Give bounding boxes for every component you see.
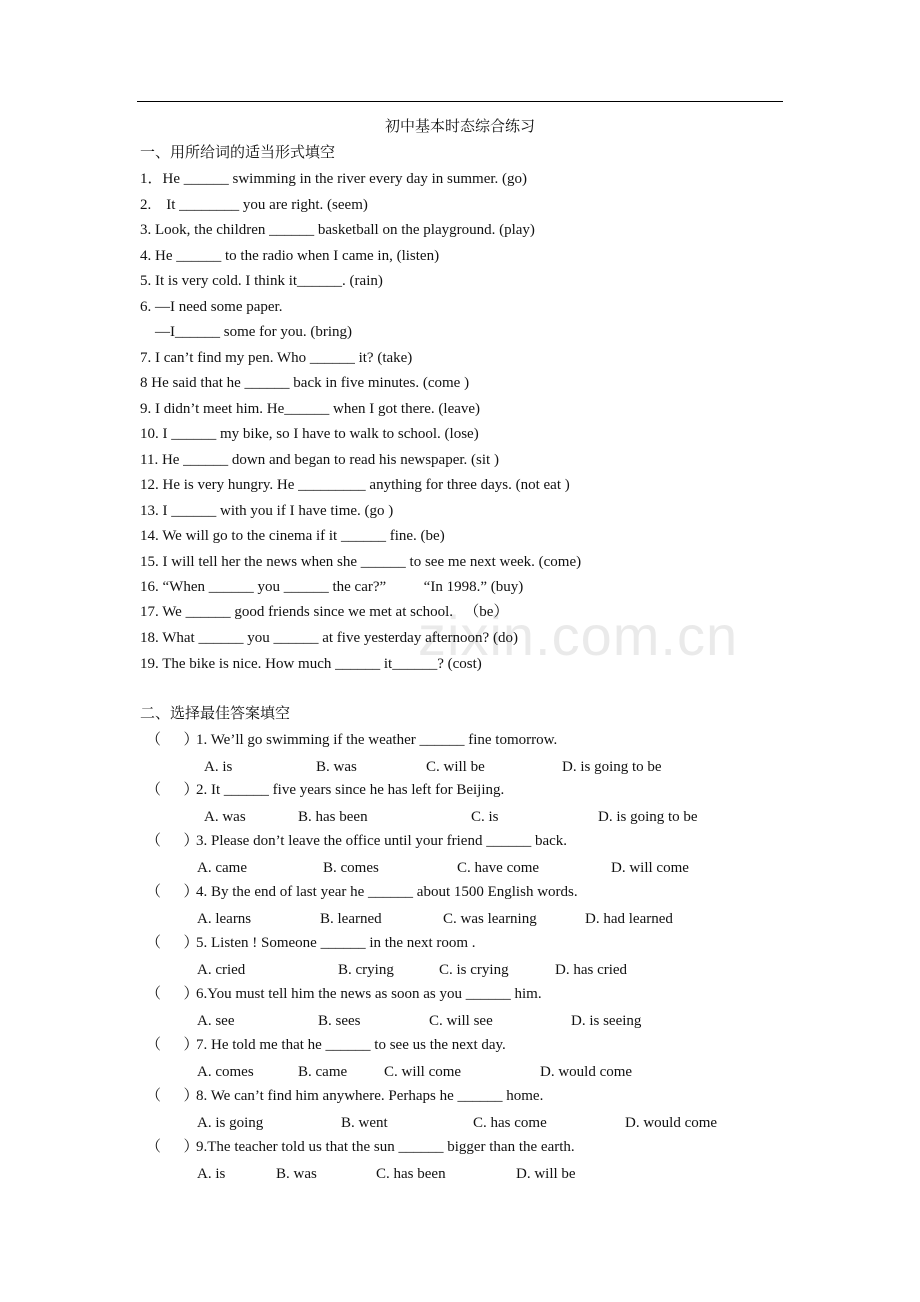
q5-option-a: A. cried: [197, 962, 246, 978]
fill-item-9: 9. I didn’t meet him. He______ when I got there. (leave): [140, 401, 481, 417]
question-1: 1. We’ll go swimming if the weather ______ fine tomorrow.: [196, 732, 558, 748]
watermark: zixin.com.cn: [418, 604, 739, 667]
fill-item-4: 4. He ______ to the radio when I came in, (listen): [140, 248, 440, 264]
header-rule: [137, 101, 783, 102]
page-title: 初中基本时态综合练习: [384, 119, 535, 135]
q5-option-c: C. is crying: [439, 962, 509, 978]
fill-item-11: 11. He ______ down and began to read his newspaper. (sit ): [140, 452, 499, 468]
q2-option-b: B. has been: [298, 809, 368, 825]
q9-option-b: B. was: [276, 1166, 317, 1182]
fill-item-17: 17. We ______ good friends since we met at school. （be）: [140, 604, 509, 620]
fill-item-2: 2. It ________ you are right. (seem): [140, 197, 368, 213]
q6-option-c: C. will see: [429, 1013, 493, 1029]
fill-item-8: 8 He said that he ______ back in five minutes. (come ): [140, 375, 470, 391]
answer-blank: （ ）: [146, 986, 199, 1002]
q4-option-b: B. learned: [320, 911, 382, 927]
answer-blank: （ ）: [146, 782, 199, 798]
q5-option-d: D. has cried: [555, 962, 628, 978]
fill-item-14: 14. We will go to the cinema if it ______ fine. (be): [140, 528, 445, 544]
q2-option-c: C. is: [471, 809, 499, 825]
q6-option-d: D. is seeing: [571, 1013, 642, 1029]
answer-blank: （ ）: [146, 732, 199, 748]
answer-blank: （ ）: [146, 833, 199, 849]
question-3: 3. Please don’t leave the office until your friend ______ back.: [196, 833, 568, 849]
question-4: 4. By the end of last year he ______ about 1500 English words.: [196, 884, 578, 900]
q4-option-a: A. learns: [197, 911, 252, 927]
question-6: 6.You must tell him the news as soon as you ______ him.: [196, 986, 542, 1002]
fill-item-10: 10. I ______ my bike, so I have to walk to school. (lose): [140, 426, 479, 442]
q9-option-a: A. is: [197, 1166, 226, 1182]
q9-option-d: D. will be: [516, 1166, 576, 1182]
fill-item-18: 18. What ______ you ______ at five yesterday afternoon? (do): [140, 630, 518, 646]
q3-option-d: D. will come: [611, 860, 689, 876]
q8-option-c: C. has come: [473, 1115, 547, 1131]
q1-option-c: C. will be: [426, 759, 485, 775]
q9-option-c: C. has been: [376, 1166, 446, 1182]
fill-item-1: 1．He ______ swimming in the river every day in summer. (go): [140, 171, 528, 187]
q5-option-b: B. crying: [338, 962, 394, 978]
fill-item-3: 3. Look, the children ______ basketball on the playground. (play): [140, 222, 535, 238]
answer-blank: （ ）: [146, 935, 199, 951]
q8-option-a: A. is going: [197, 1115, 264, 1131]
q4-option-c: C. was learning: [443, 911, 537, 927]
q8-option-d: D. would come: [625, 1115, 718, 1131]
fill-item-5: 5. It is very cold. I think it______. (rain): [140, 273, 383, 289]
q7-option-d: D. would come: [540, 1064, 633, 1080]
q1-option-b: B. was: [316, 759, 357, 775]
fill-item-6: 6. —I need some paper.: [140, 299, 283, 315]
section1-heading: 一、用所给词的适当形式填空: [140, 145, 336, 161]
answer-blank: （ ）: [146, 1037, 199, 1053]
question-7: 7. He told me that he ______ to see us the next day.: [196, 1037, 506, 1053]
q7-option-c: C. will come: [384, 1064, 462, 1080]
q3-option-c: C. have come: [457, 860, 540, 876]
q7-option-a: A. comes: [197, 1064, 254, 1080]
fill-item-13: 13. I ______ with you if I have time. (go ): [140, 503, 394, 519]
q1-option-d: D. is going to be: [562, 759, 662, 775]
q3-option-a: A. came: [197, 860, 247, 876]
q7-option-b: B. came: [298, 1064, 348, 1080]
q1-option-a: A. is: [204, 759, 233, 775]
q6-option-b: B. sees: [318, 1013, 361, 1029]
q3-option-b: B. comes: [323, 860, 379, 876]
answer-blank: （ ）: [146, 1139, 199, 1155]
answer-blank: （ ）: [146, 1088, 199, 1104]
q4-option-d: D. had learned: [585, 911, 673, 927]
question-8: 8. We can’t find him anywhere. Perhaps he ______ home.: [196, 1088, 544, 1104]
section2-heading: 二、选择最佳答案填空: [140, 706, 291, 722]
question-2: 2. It ______ five years since he has left for Beijing.: [196, 782, 505, 798]
fill-item-12: 12. He is very hungry. He _________ anything for three days. (not eat ): [140, 477, 570, 493]
q2-option-a: A. was: [204, 809, 246, 825]
fill-item-15: 15. I will tell her the news when she ______ to see me next week. (come): [140, 554, 582, 570]
question-9: 9.The teacher told us that the sun ______ bigger than the earth.: [196, 1139, 575, 1155]
q6-option-a: A. see: [197, 1013, 235, 1029]
q2-option-d: D. is going to be: [598, 809, 698, 825]
question-5: 5. Listen ! Someone ______ in the next room .: [196, 935, 476, 951]
fill-item-16: 16. “When ______ you ______ the car?” “In 1998.” (buy): [140, 579, 524, 595]
fill-item-19: 19. The bike is nice. How much ______ it______? (cost): [140, 656, 482, 672]
answer-blank: （ ）: [146, 884, 199, 900]
q8-option-b: B. went: [341, 1115, 388, 1131]
fill-item-7: 7. I can’t find my pen. Who ______ it? (take): [140, 350, 413, 366]
fill-item-6-reply: —I______ some for you. (bring): [155, 324, 353, 340]
